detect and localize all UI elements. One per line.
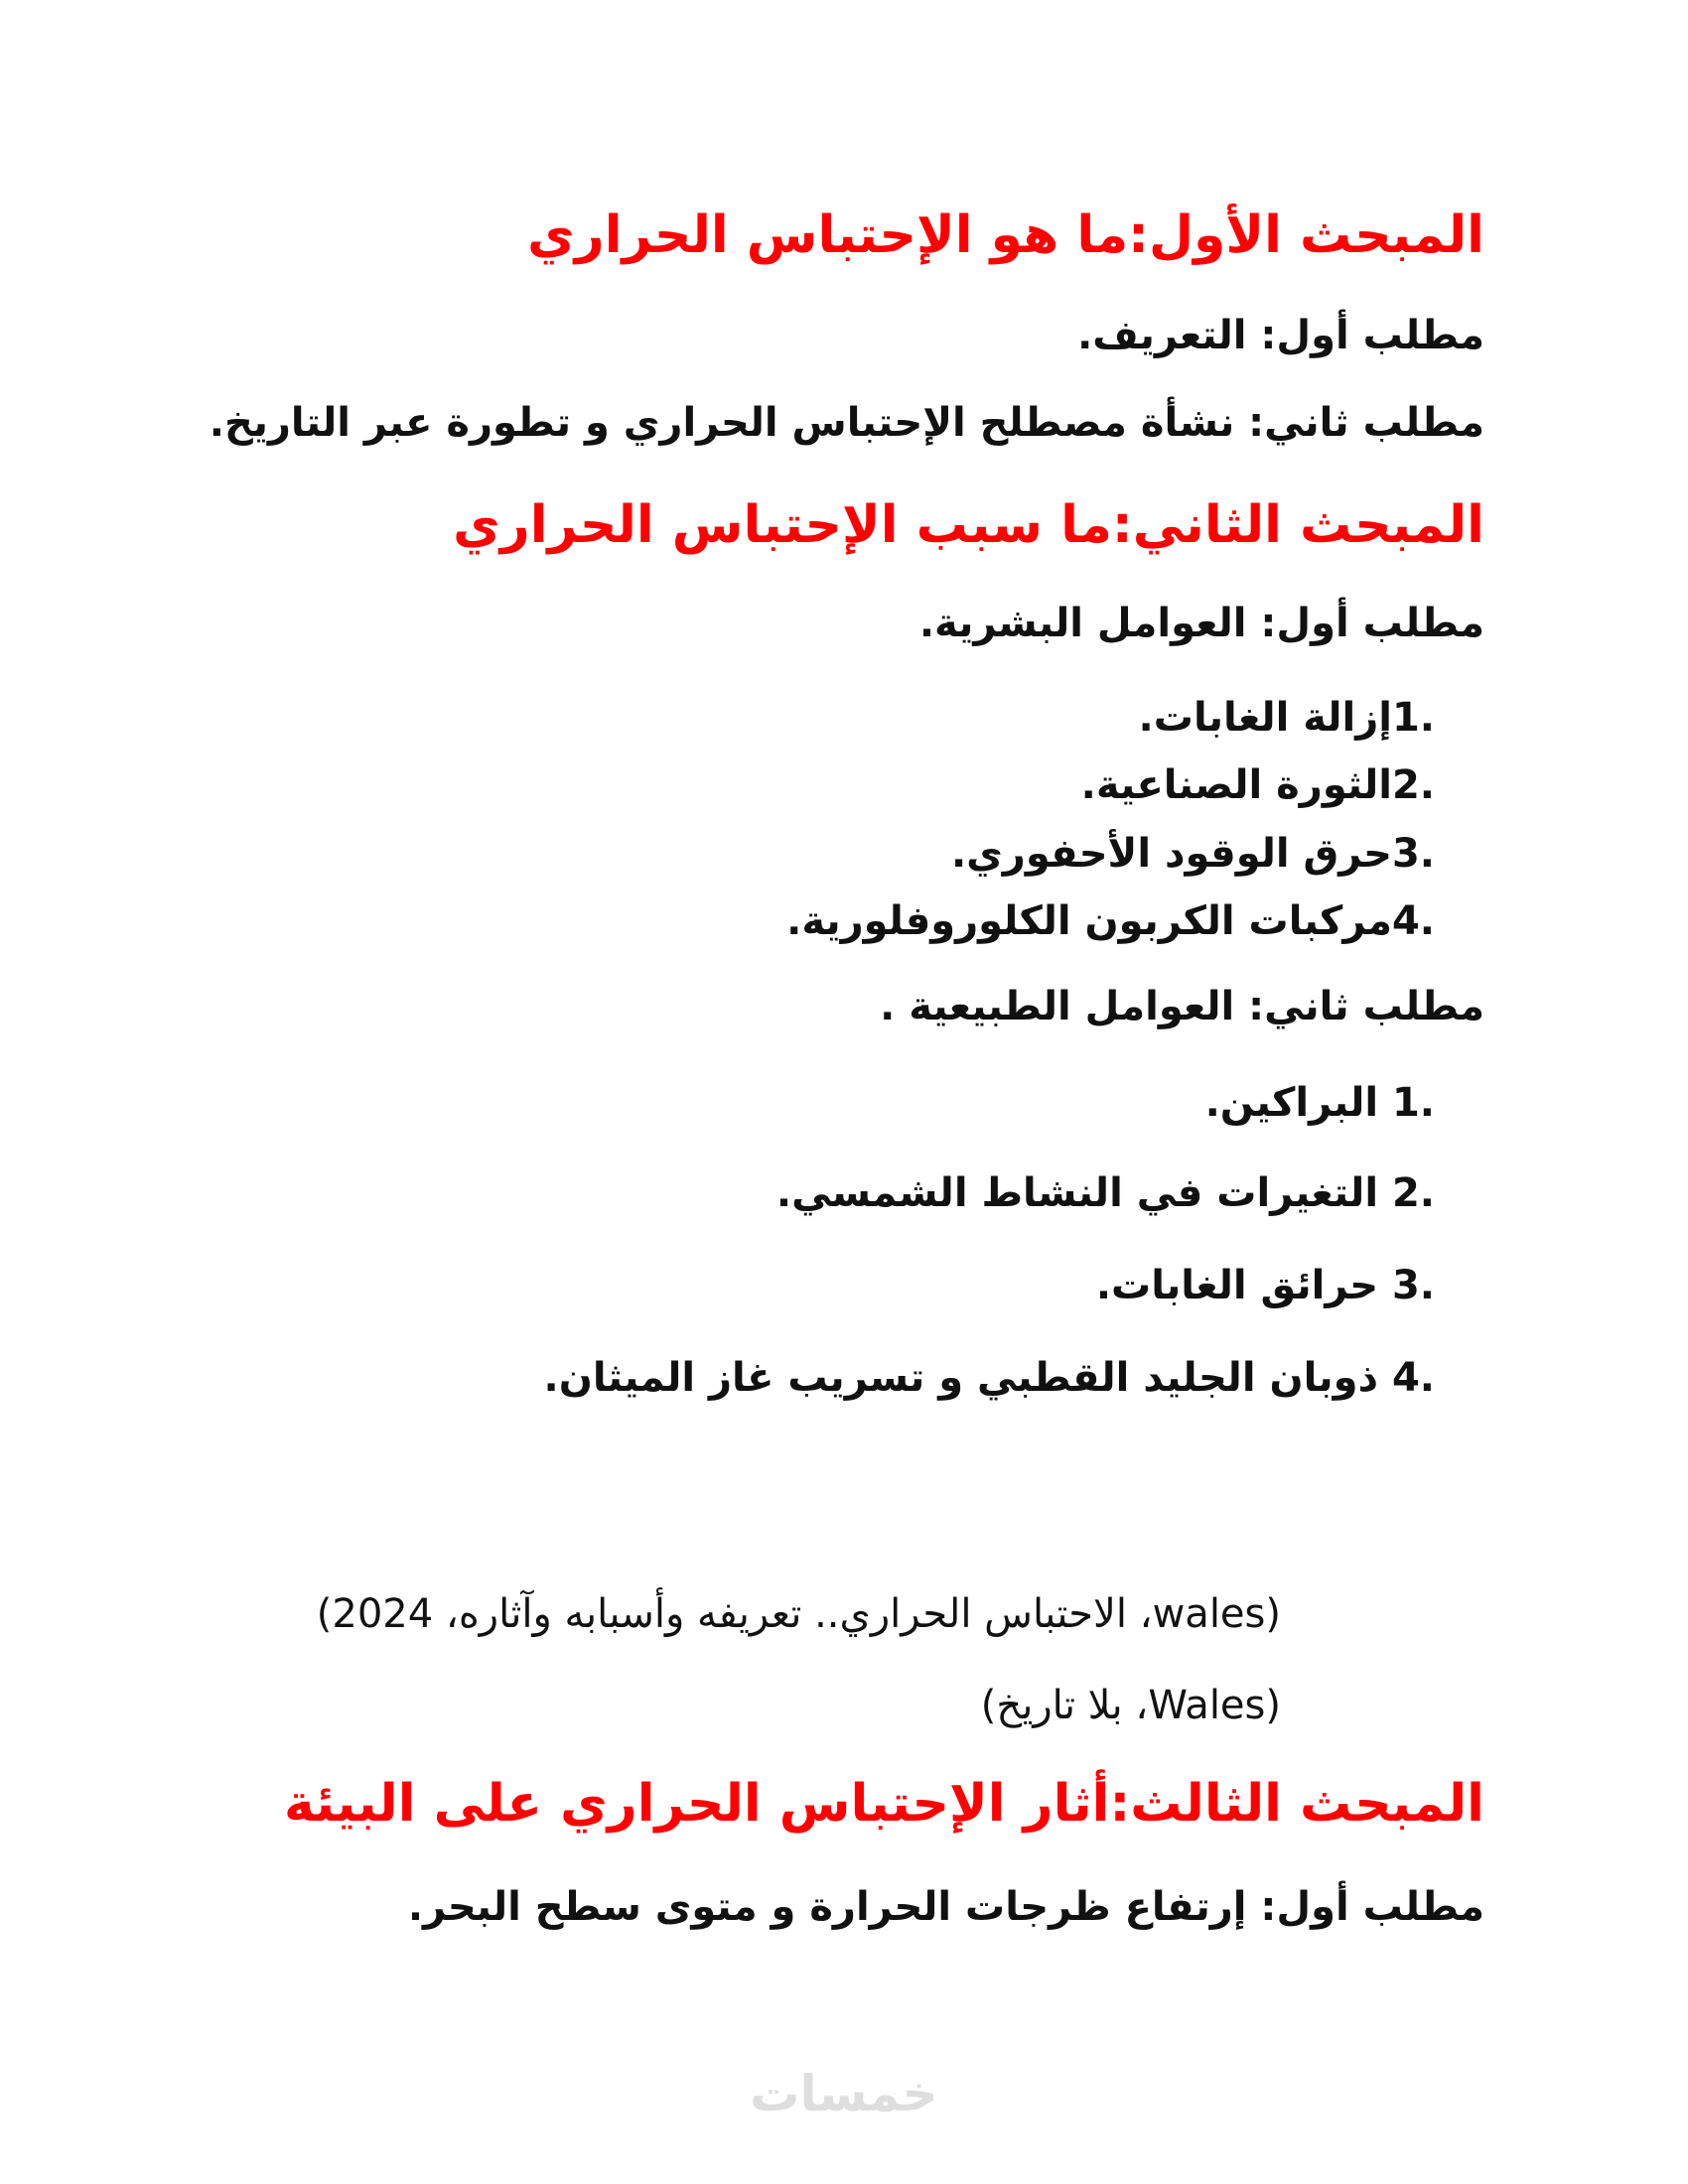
list-item-text: مركبات الكربون الكلوروفلورية. — [786, 898, 1392, 944]
list-item-number: 3. — [1391, 1263, 1435, 1308]
section-1-requirement-1: مطلب أول: التعريف. — [1077, 313, 1484, 358]
section-2-requirement-2: مطلب ثاني: العوامل الطبيعية . — [880, 984, 1484, 1029]
list-item-text: الثورة الصناعية. — [1080, 762, 1392, 808]
section-2-requirement-1: مطلب أول: العوامل البشرية. — [918, 601, 1484, 646]
section-3-requirement-1: مطلب أول: إرتفاع ظرجات الحرارة و متوى سطح البحر. — [407, 1884, 1484, 1930]
list-item — [159, 1352, 1435, 1404]
list-item-number: 1. — [1391, 1080, 1435, 1126]
list-item-text: حرق الوقود الأحفوري. — [950, 831, 1392, 877]
list-item — [159, 828, 1435, 880]
watermark-logo: خمسات — [750, 2065, 938, 2122]
list-item-number: 1. — [1391, 695, 1435, 741]
section-1-requirement-2: مطلب ثاني: نشأة مصطلح الإحتباس الحراري و تطورة عبر التاريخ. — [209, 400, 1484, 446]
list-item-text: التغيرات في النشاط الشمسي. — [775, 1170, 1392, 1216]
section-2-heading: المبحث الثاني:ما سبب الإحتباس الحراري — [453, 495, 1484, 555]
list-item — [159, 895, 1435, 947]
list-item-text: البراكين. — [1204, 1080, 1392, 1126]
reference-2: (Wales، بلا تاريخ) — [980, 1683, 1281, 1728]
list-item — [159, 759, 1435, 811]
list-item-text: ذوبان الجليد القطبي و تسريب غاز الميثان. — [543, 1355, 1392, 1401]
list-item-number: 4. — [1391, 1355, 1435, 1401]
list-item — [159, 1167, 1435, 1219]
list-item — [159, 692, 1435, 744]
section-1-heading: المبحث الأول:ما هو الإحتباس الحراري — [527, 205, 1484, 265]
list-item-number: 4. — [1391, 898, 1435, 944]
list-item — [159, 1260, 1435, 1311]
list-item-text: حرائق الغابات. — [1095, 1263, 1392, 1308]
section-3-heading: المبحث الثالث:أثار الإحتباس الحراري على البيئة — [283, 1774, 1484, 1834]
list-item — [159, 1077, 1435, 1129]
list-item-number: 2. — [1391, 1170, 1435, 1216]
list-item-number: 2. — [1391, 762, 1435, 808]
list-item-text: إزالة الغابات. — [1138, 695, 1392, 741]
reference-1: (wales، الاحتباس الحراري.. تعريفه وأسبابه وآثاره، 2024) — [316, 1591, 1281, 1637]
list-item-number: 3. — [1391, 831, 1435, 877]
